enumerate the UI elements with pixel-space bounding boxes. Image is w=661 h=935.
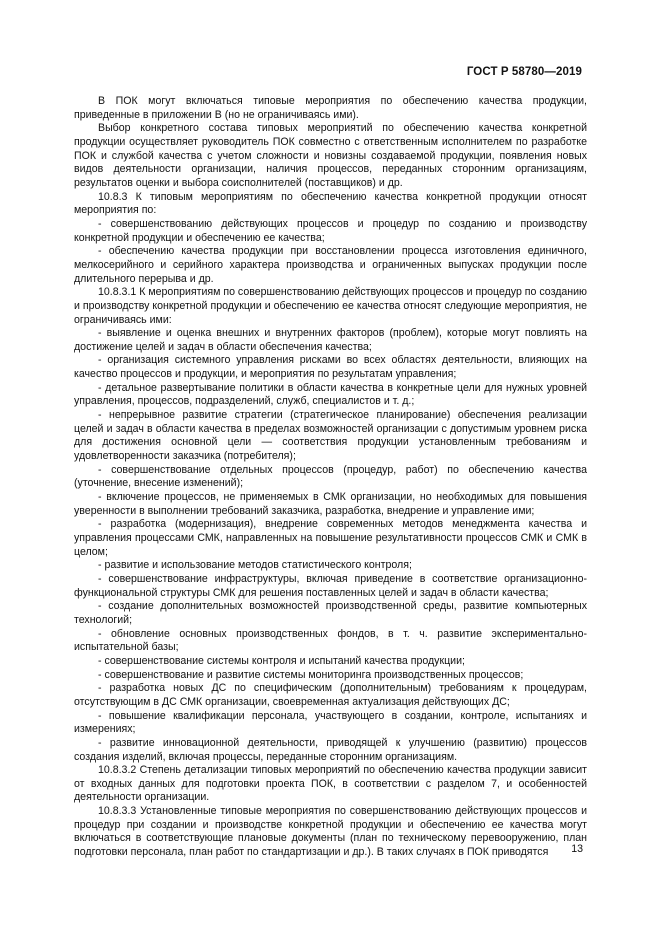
clause-10-8-3-1: 10.8.3.1 К мероприятиям по совершенствованию действующих процессов и процедур по созданию и производству конкретной продукции и обеспечению ее качества относят следующие мероприятия, не ограничиваясь ими: xyxy=(74,286,587,326)
standard-designation: ГОСТ Р 58780—2019 xyxy=(466,66,582,78)
list-item: - совершенствование отдельных процессов (процедур, работ) по обеспечению качества (уточнение, внесение изменений); xyxy=(74,463,587,490)
list-item: - разработка (модернизация), внедрение современных методов менеджмента качества и управления процессами СМК, направленных на повышение результативности процессов СМК и СМК в целом; xyxy=(74,518,587,558)
list-item: - обеспечению качества продукции при восстановлении процесса изготовления единичного, мелкосерийного и серийного характера производства и ограниченных выпусках продукции после длительного перерыва и др. xyxy=(74,245,587,285)
list-item: - совершенствование системы контроля и испытаний качества продукции; xyxy=(98,654,465,667)
page-number: 13 xyxy=(571,843,583,855)
document-body xyxy=(74,95,587,860)
clause-10-8-3-2: 10.8.3.2 Степень детализации типовых мероприятий по обеспечению качества продукции зависит от входных данных для подготовки проекта ПОК, в соответствии с разделом 7, и особенностей деятельности организации. xyxy=(74,764,587,804)
list-item: - включение процессов, не применяемых в СМК организации, но необходимых для повышения уверенности в выполнении требований заказчика, разработка, внедрение и управление ими; xyxy=(74,491,587,517)
list-item: - повышение квалификации персонала, участвующего в создании, контроле, испытаниях и измерениях; xyxy=(74,709,587,736)
list-item: - обновление основных производственных фондов, в т. ч. развитие экспериментально-испытательной базы; xyxy=(74,627,587,654)
list-item: - совершенствование инфраструктуры, включая приведение в соответствие организационно-функциональной структуры СМК для решения поставленных целей и задач в области качества; xyxy=(74,572,587,599)
list-item: - разработка новых ДС по специфическим (дополнительным) требованиям к процедурам, отсутствующим в ДС СМК организации, своевременная актуализация действующих ДС; xyxy=(74,682,587,708)
list-item: - совершенствованию действующих процессов и процедур по созданию и производству конкретной продукции и обеспечению ее качества; xyxy=(74,217,587,244)
list-item: - развитие и использование методов статистического контроля; xyxy=(98,559,412,572)
list-item: - выявление и оценка внешних и внутренних факторов (проблем), которые могут повлиять на достижение целей и задач в области обеспечения качества; xyxy=(74,327,587,353)
list-item: - организация системного управления рисками во всех областях деятельности, влияющих на качество процессов и продукции, и мероприятия по результатам управления; xyxy=(74,354,587,381)
list-item: - детальное развертывание политики в области качества в конкретные цели для нужных уровней управления, процессов, подразделений, служб, специалистов и т. д.; xyxy=(74,381,587,408)
paragraph: Выбор конкретного состава типовых мероприятий по обеспечению качества конкретной продукции осуществляет руководитель ПОК совместно с ответственным исполнителем по разработке ПОК и службой качества с учетом сложности и новизны создаваемой продукции, появления новых видов деятельности организации, наличия процессов, переданных сторонним организациям, результатов оценки и выбора соисполнителей (поставщиков) и др. xyxy=(74,122,587,189)
list-item: - непрерывное развитие стратегии (стратегическое планирование) обеспечения реализации целей и задач в области качества в пределах возможностей организации с допустимым уровнем риска для достижения основной цели — соответствия продукции установленным требованиям и удовлетворенности заказчика (потребителя); xyxy=(74,409,587,463)
paragraph: В ПОК могут включаться типовые мероприятия по обеспечению качества продукции, приведенные в приложении В (но не ограничиваясь ими). xyxy=(74,95,587,121)
clause-10-8-3: 10.8.3 К типовым мероприятиям по обеспечению качества конкретной продукции относят мероприятия по: xyxy=(74,190,587,217)
list-item: - развитие инновационной деятельности, приводящей к улучшению (развитию) процессов создания изделий, включая процессы, переданные сторонним организациям. xyxy=(74,736,587,763)
clause-10-8-3-3: 10.8.3.3 Установленные типовые мероприятия по совершенствованию действующих процессов и процедур при создании и производстве конкретной продукции и обеспечению ее качества могут включаться в соответствующие плановые документы (план по техническому перевооружению, план подготовки персонала, план работ по стандартизации и др.). В таких случаях в ПОК приводятся xyxy=(74,805,587,859)
list-item: - создание дополнительных возможностей производственной среды, развитие компьютерных технологий; xyxy=(74,600,587,626)
list-item: - совершенствование и развитие системы мониторинга производственных процессов; xyxy=(98,668,524,681)
